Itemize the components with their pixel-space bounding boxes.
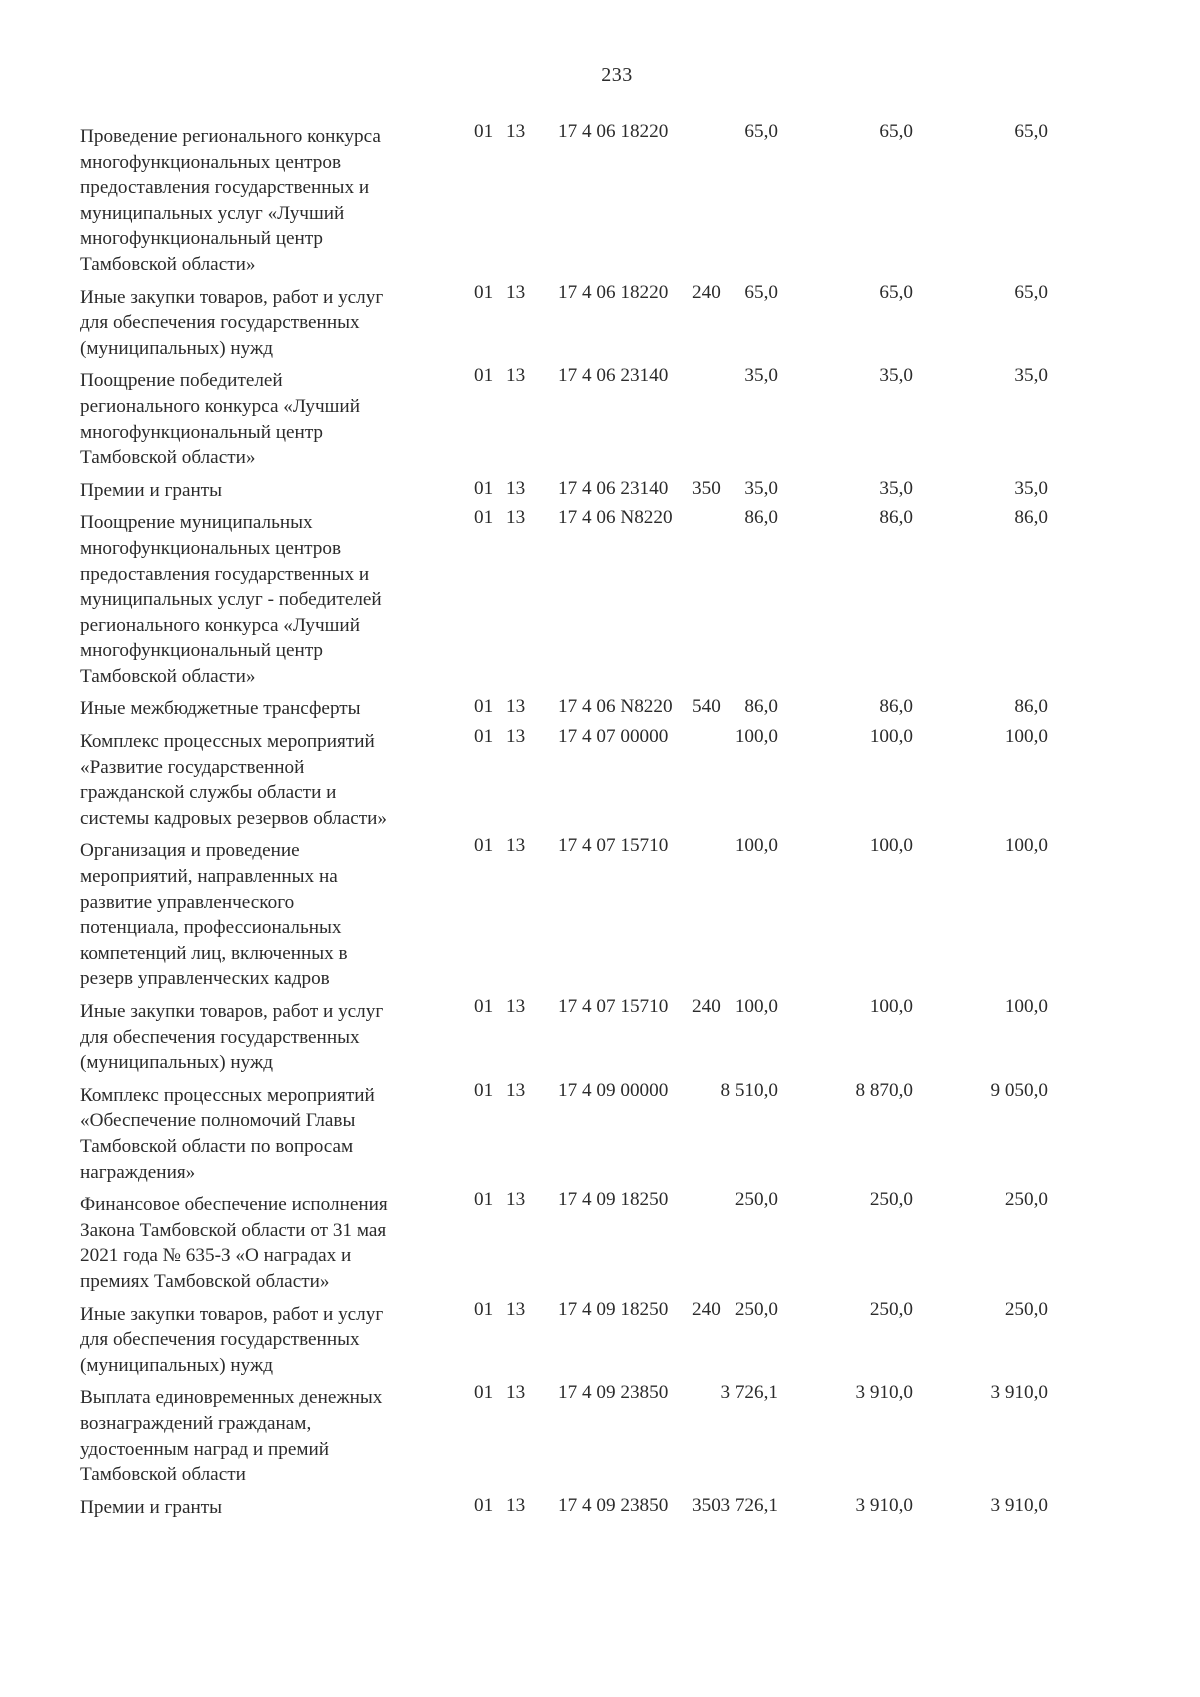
row-name: Проведение регионального конкурса многофункциональных центров предоставления государственных и муниципальных услуг «Лучший многофункциональный центр Тамбовской области» (80, 126, 381, 275)
row-name: Комплекс процессных мероприятий «Обеспечение полномочий Главы Тамбовской области по вопросам награждения» (80, 1084, 375, 1183)
subsection-code: 13 (506, 696, 526, 718)
table-row (80, 121, 1170, 278)
target-article-code: 17 4 06 18220 (558, 281, 669, 303)
row-name: Поощрение муниципальных многофункциональных центров предоставления государственных и муниципальных услуг - победителей регионального конкурса «Лучший многофункциональный центр Тамбовской области» (80, 512, 382, 687)
amount-col-2: 86,0 (879, 696, 913, 718)
subsection-code: 13 (506, 507, 526, 529)
amount-col-2: 250,0 (869, 1189, 913, 1211)
row-name: Выплата единовременных денежных вознаграждений гражданам, удостоенным наград и премий Тамбовской области (80, 1387, 383, 1486)
amount-col-1: 8 510,0 (720, 1079, 778, 1101)
amount-col-3: 100,0 (1004, 835, 1048, 857)
section-code: 01 (474, 365, 494, 387)
table-row (80, 478, 1170, 504)
amount-col-2: 100,0 (869, 835, 913, 857)
amount-col-3: 9 050,0 (990, 1079, 1048, 1101)
amount-col-3: 3 910,0 (990, 1382, 1048, 1404)
amount-col-1: 3 726,1 (720, 1494, 778, 1516)
section-code: 01 (474, 996, 494, 1017)
row-name: Комплекс процессных мероприятий «Развитие государственной гражданской службы области и системы кадровых резервов области» (80, 731, 388, 829)
subsection-code: 13 (506, 835, 526, 857)
amount-col-3: 3 910,0 (990, 1494, 1048, 1516)
table-row (80, 696, 1170, 722)
page-number: 233 (601, 64, 633, 86)
target-article-code: 17 4 07 15710 (558, 996, 669, 1017)
table-row (80, 1189, 1170, 1294)
amount-col-1: 250,0 (734, 1189, 778, 1211)
section-code: 01 (474, 726, 494, 748)
row-name: Премии и гранты (80, 479, 223, 501)
subsection-code: 13 (506, 1382, 526, 1404)
row-name: Иные закупки товаров, работ и услуг для обеспечения государственных (муниципальных) нужд (80, 1001, 384, 1074)
row-name: Иные межбюджетные трансферты (80, 698, 361, 720)
subsection-code: 13 (506, 1189, 526, 1211)
row-name: Организация и проведение мероприятий, направленных на развитие управленческого потенциала, профессиональных компетенций лиц, включенных в резерв управленческих кадров (80, 840, 348, 990)
amount-col-1: 100,0 (734, 726, 778, 748)
row-name: Иные закупки товаров, работ и услуг для обеспечения государственных (муниципальных) нужд (80, 286, 384, 359)
amount-col-2: 65,0 (879, 281, 913, 303)
expense-type-code: 240 (692, 281, 721, 303)
amount-col-1: 86,0 (744, 507, 778, 529)
subsection-code: 13 (506, 121, 526, 142)
section-code: 01 (474, 1382, 494, 1404)
section-code: 01 (474, 835, 494, 857)
section-code: 01 (474, 1494, 494, 1516)
target-article-code: 17 4 09 23850 (558, 1494, 669, 1516)
table-row (80, 281, 1170, 362)
target-article-code: 17 4 06 N8220 (558, 507, 673, 529)
amount-col-2: 3 910,0 (855, 1494, 913, 1516)
subsection-code: 13 (506, 365, 526, 387)
section-code: 01 (474, 696, 494, 718)
row-name: Финансовое обеспечение исполнения Закона Тамбовской области от 31 мая 2021 года № 635-З «О наградах и премиях Тамбовской области» (80, 1194, 388, 1292)
amount-col-1: 86,0 (744, 696, 778, 718)
row-name: Иные закупки товаров, работ и услуг для обеспечения государственных (муниципальных) нужд (80, 1303, 384, 1376)
section-code: 01 (474, 507, 494, 529)
amount-col-2: 86,0 (879, 507, 913, 529)
expense-type-code: 350 (692, 1494, 721, 1516)
table-row (80, 507, 1170, 689)
amount-col-2: 250,0 (869, 1298, 913, 1320)
section-code: 01 (474, 1298, 494, 1320)
target-article-code: 17 4 09 18250 (558, 1298, 669, 1320)
expense-type-code: 350 (692, 477, 721, 499)
subsection-code: 13 (506, 1079, 526, 1101)
table-row (80, 1079, 1170, 1185)
section-code: 01 (474, 121, 494, 142)
target-article-code: 17 4 07 00000 (558, 726, 669, 748)
table-row (80, 996, 1170, 1076)
subsection-code: 13 (506, 726, 526, 748)
amount-col-1: 35,0 (744, 365, 778, 387)
amount-col-3: 35,0 (1014, 365, 1048, 387)
subsection-code: 13 (506, 1494, 526, 1516)
section-code: 01 (474, 1189, 494, 1211)
target-article-code: 17 4 07 15710 (558, 835, 669, 857)
amount-col-1: 3 726,1 (720, 1382, 778, 1404)
amount-col-3: 100,0 (1004, 726, 1048, 748)
amount-col-3: 65,0 (1014, 281, 1048, 303)
expense-type-code: 540 (692, 696, 721, 718)
amount-col-2: 8 870,0 (855, 1079, 913, 1101)
table-row (80, 726, 1170, 831)
amount-col-3: 86,0 (1014, 696, 1048, 718)
target-article-code: 17 4 09 23850 (558, 1382, 669, 1404)
expense-type-code: 240 (692, 996, 721, 1017)
amount-col-1: 65,0 (744, 281, 778, 303)
section-code: 01 (474, 1079, 494, 1101)
row-name: Премии и гранты (80, 1496, 223, 1518)
target-article-code: 17 4 06 23140 (558, 365, 669, 387)
table-row (80, 365, 1170, 470)
target-article-code: 17 4 06 18220 (558, 121, 669, 142)
subsection-code: 13 (506, 1298, 526, 1320)
table-row (80, 1382, 1170, 1487)
amount-col-3: 65,0 (1014, 121, 1048, 142)
amount-col-3: 250,0 (1004, 1189, 1048, 1211)
row-name: Поощрение победителей регионального конкурса «Лучший многофункциональный центр Тамбовской области» (80, 370, 360, 469)
amount-col-2: 100,0 (869, 726, 913, 748)
amount-col-3: 86,0 (1014, 507, 1048, 529)
target-article-code: 17 4 06 N8220 (558, 696, 673, 718)
amount-col-1: 250,0 (734, 1298, 778, 1320)
target-article-code: 17 4 09 18250 (558, 1189, 669, 1211)
expense-type-code: 240 (692, 1298, 721, 1320)
amount-col-2: 100,0 (869, 996, 913, 1017)
section-code: 01 (474, 477, 494, 499)
table-row (80, 1495, 1170, 1521)
section-code: 01 (474, 281, 494, 303)
amount-col-1: 65,0 (744, 121, 778, 142)
amount-col-3: 35,0 (1014, 477, 1048, 499)
amount-col-3: 100,0 (1004, 996, 1048, 1017)
target-article-code: 17 4 06 23140 (558, 477, 669, 499)
budget-table (80, 121, 1170, 1527)
amount-col-2: 65,0 (879, 121, 913, 142)
subsection-code: 13 (506, 281, 526, 303)
table-row (80, 1298, 1170, 1379)
amount-col-2: 3 910,0 (855, 1382, 913, 1404)
amount-col-1: 100,0 (734, 835, 778, 857)
amount-col-1: 100,0 (734, 996, 778, 1017)
target-article-code: 17 4 09 00000 (558, 1079, 669, 1101)
subsection-code: 13 (506, 996, 526, 1017)
subsection-code: 13 (506, 477, 526, 499)
amount-col-1: 35,0 (744, 477, 778, 499)
table-row (80, 835, 1170, 992)
amount-col-2: 35,0 (879, 365, 913, 387)
amount-col-2: 35,0 (879, 477, 913, 499)
amount-col-3: 250,0 (1004, 1298, 1048, 1320)
